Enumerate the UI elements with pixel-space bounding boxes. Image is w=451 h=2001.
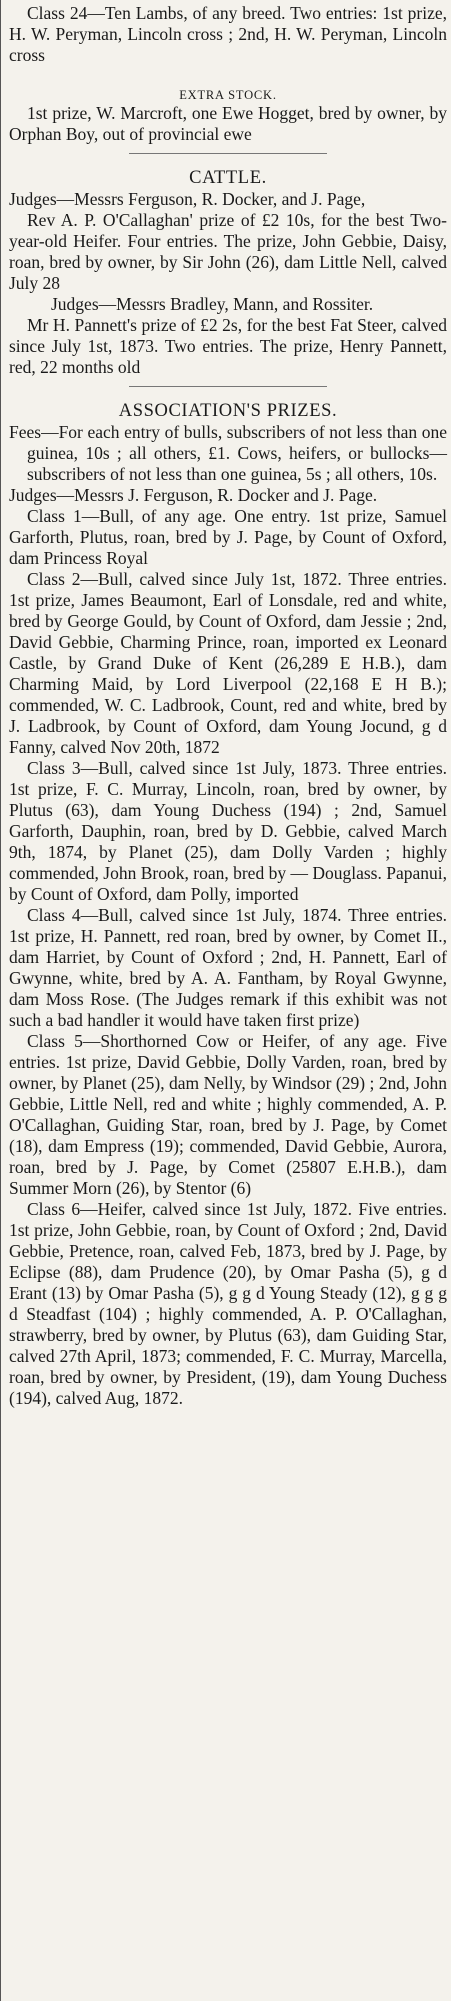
extra-stock-paragraph: 1st prize, W. Marcroft, one Ewe Hogget, bred by owner, by Orphan Boy, out of provincial ewe [9,103,447,144]
section-divider [129,153,327,154]
association-class-6: Class 6—Heifer, calved since 1st July, 1872. Five entries. 1st prize, John Gebbie, roan, by Count of Oxford ; 2nd, David Gebbie, Pretence, roan, calved Feb, 1873, bred by J. Page, by Eclipse (88), dam Prudence (20), by Omar Pasha (5), g d Erant (13) by Omar Pasha (5), g g d Young Steady (12), g g g d Steadfast (104) ; highly commended, A. P. O'Callaghan, strawberry, bred by owner, by Plutus (63), dam Guiding Star, calved 27th April, 1873; commended, F. C. Murray, Marcella, roan, bred by owner, by President, (19), dam Young Duchess (194), calved Aug, 1872. [9,1199,447,1408]
extra-stock-heading: EXTRA STOCK. [179,88,277,102]
association-class-3: Class 3—Bull, calved since 1st July, 1873. Three entries. 1st prize, F. C. Murray, Lincoln, roan, bred by owner, by Plutus (63), dam Young Duchess (194) ; 2nd, Samuel Garforth, Dauphin, roan, bred by D. Gebbie, calved March 9th, 1874, by Planet (25), dam Dolly Varden ; highly commended, John Brook, roan, bred by — Douglass. Papanui, by Count of Oxford, dam Polly, imported [9,758,447,904]
cattle-judges-1: Judges—Messrs Ferguson, R. Docker, and J. Page, [9,189,366,209]
cattle-prize-2: Mr H. Pannett's prize of £2 2s, for the best Fat Steer, calved since July 1st, 1873. Two entries. The prize, Henry Pannett, red, 22 months old [9,315,447,377]
association-class-1: Class 1—Bull, of any age. One entry. 1st prize, Samuel Garforth, Plutus, roan, bred by J. Page, by Count of Oxford, dam Princess Royal [9,506,447,568]
association-fees: Fees—For each entry of bulls, subscribers of not less than one guinea, 10s ; all others, £1. Cows, heifers, or bullocks—subscribers of not less than one guinea, 5s ; all others, 10s. [9,422,447,484]
cattle-prize-1: Rev A. P. O'Callaghan' prize of £2 10s, for the best Two-year-old Heifer. Four entries. The prize, John Gebbie, Daisy, roan, bred by owner, by Sir John (26), dam Little Nell, calved July 28 [9,210,447,293]
cattle-heading: CATTLE. [189,168,267,188]
association-heading: ASSOCIATION'S PRIZES. [118,401,338,421]
association-class-5: Class 5—Shorthorned Cow or Heifer, of any age. Five entries. 1st prize, David Gebbie, Dolly Varden, roan, bred by owner, by Planet (25), dam Nelly, by Windsor (29) ; 2nd, John Gebbie, Little Nell, red and white ; highly commended, A. P. O'Callaghan, Guiding Star, roan, bred by J. Page, by Comet (18), dam Empress (19); commended, David Gebbie, Aurora, roan, bred by J. Page, by Comet (25807 E.H.B.), dam Summer Morn (26), by Stentor (6) [9,1031,447,1198]
section-divider [129,386,327,387]
association-class-2: Class 2—Bull, calved since July 1st, 1872. Three entries. 1st prize, James Beaumont, Earl of Lonsdale, red and white, bred by George Gould, by Count of Oxford, dam Jessie ; 2nd, David Gebbie, Charming Prince, roan, imported ex Leonard Castle, by Grand Duke of Kent (26,289 E H.B.), dam Charming Maid, by Lord Liverpool (22,168 E H B.); commended, W. C. Ladbrook, Count, red and white, bred by J. Ladbrook, by Count of Oxford, dam Young Jocund, g d Fanny, calved Nov 20th, 1872 [9,569,447,757]
association-judges: Judges—Messrs J. Ferguson, R. Docker and J. Page. [9,485,378,505]
cattle-judges-2: Judges—Messrs Bradley, Mann, and Rossiter. [51,294,374,314]
association-class-4: Class 4—Bull, calved since 1st July, 1874. Three entries. 1st prize, H. Pannett, red roan, bred by owner, by Comet II., dam Harriet, by Count of Oxford ; 2nd, H. Pannett, Earl of Gwynne, white, bred by A. A. Fantham, by Royal Gwynne, dam Moss Rose. (The Judges remark if this exhibit was not such a bad handler it would have taken first prize) [9,905,447,1030]
class-24-paragraph: Class 24—Ten Lambs, of any breed. Two entries: 1st prize, H. W. Peryman, Lincoln cross ; 2nd, H. W. Peryman, Lincoln cross [9,3,447,65]
